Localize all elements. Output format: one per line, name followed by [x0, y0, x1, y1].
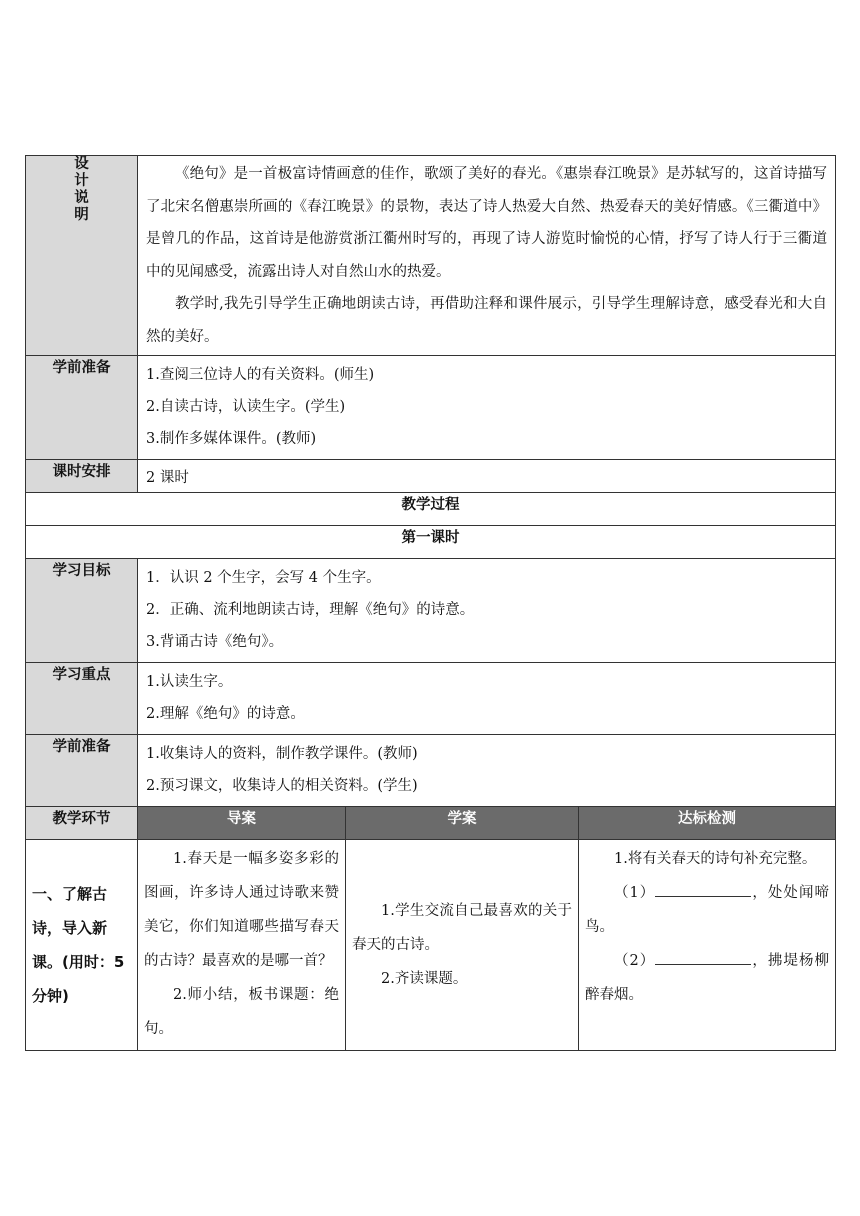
prep1-row — [26, 356, 836, 460]
prep1-label: 学前准备 — [26, 356, 138, 460]
schedule-row — [26, 460, 836, 493]
design-label: 设 计 说 明 — [26, 156, 138, 356]
study-paragraph: 1.学生交流自己最喜欢的关于春天的古诗。 — [352, 903, 572, 953]
list-item: 3.背诵古诗《绝句》。 — [146, 634, 284, 650]
blank-field — [655, 948, 751, 965]
goals-row — [26, 559, 836, 663]
design-content — [138, 156, 836, 356]
column-header-guide: 导案 — [138, 807, 346, 840]
list-item: 1．认识 2 个生字，会写 4 个生字。 — [146, 570, 381, 586]
list-item: 2.自读古诗，认读生字。(学生) — [146, 399, 346, 415]
guide-paragraph: 1.春天是一幅多姿多彩的图画，许多诗人通过诗歌来赞美它，你们知道哪些描写春天的古诗？最喜欢的是哪一首？ — [144, 851, 339, 969]
schedule-label: 课时安排 — [26, 460, 138, 493]
lesson-title: 第一课时 — [26, 526, 836, 559]
list-item: 3.制作多媒体课件。(教师) — [146, 431, 317, 447]
check-item: （2） ，拂堤杨柳醉春烟。 — [585, 944, 829, 1012]
list-item: 1.查阅三位诗人的有关资料。(师生) — [146, 367, 375, 383]
design-paragraph: 《绝句》是一首极富诗情画意的佳作，歌颂了美好的春光。《惠崇春江晚景》是苏轼写的，这首诗描写了北宋名僧惠崇所画的《春江晚景》的景物，表达了诗人热爱大自然、热爱春天的美好情感。《三衢道中》是曾几的作品，这首诗是他游赏浙江衢州时写的，再现了诗人游览时愉悦的心情，抒写了诗人行于三衢道中的见闻感受，流露出诗人对自然山水的热爱。 — [146, 166, 827, 280]
list-item: 1.认读生字。 — [146, 674, 233, 690]
design-paragraph: 教学时,我先引导学生正确地朗读古诗，再借助注释和课件展示，引导学生理解诗意，感受春光和大自然的美好。 — [146, 296, 827, 345]
focus-label: 学习重点 — [26, 663, 138, 735]
guide-paragraph: 2.师小结，板书课题：绝句。 — [144, 987, 339, 1037]
blank-field — [655, 880, 751, 897]
schedule-value: 2 课时 — [146, 469, 189, 486]
check-intro: 1.将有关春天的诗句补充完整。 — [614, 851, 817, 867]
process-title: 教学过程 — [26, 493, 836, 526]
list-item: 2.理解《绝句》的诗意。 — [146, 706, 305, 722]
lesson-plan-table — [25, 155, 836, 1051]
study-paragraph: 2.齐读课题。 — [381, 971, 468, 987]
check-item: （1） ，处处闻啼鸟。 — [585, 876, 829, 944]
design-row — [26, 156, 836, 356]
list-item: 1.收集诗人的资料，制作教学课件。(教师) — [146, 746, 418, 762]
column-header-check: 达标检测 — [579, 807, 836, 840]
list-item: 2．正确、流利地朗读古诗，理解《绝句》的诗意。 — [146, 602, 475, 618]
step1-stage: 一、了解古诗，导入新课。(用时：5 分钟) — [32, 885, 125, 1005]
lesson-title-row — [26, 526, 836, 559]
column-header-stage: 教学环节 — [26, 807, 138, 840]
column-header-study: 学案 — [346, 807, 579, 840]
prep2-row — [26, 735, 836, 807]
list-item: 2.预习课文，收集诗人的相关资料。(学生) — [146, 778, 418, 794]
process-title-row — [26, 493, 836, 526]
focus-row — [26, 663, 836, 735]
goals-label: 学习目标 — [26, 559, 138, 663]
columns-header-row — [26, 807, 836, 840]
step1-row — [26, 840, 836, 1051]
prep2-label: 学前准备 — [26, 735, 138, 807]
